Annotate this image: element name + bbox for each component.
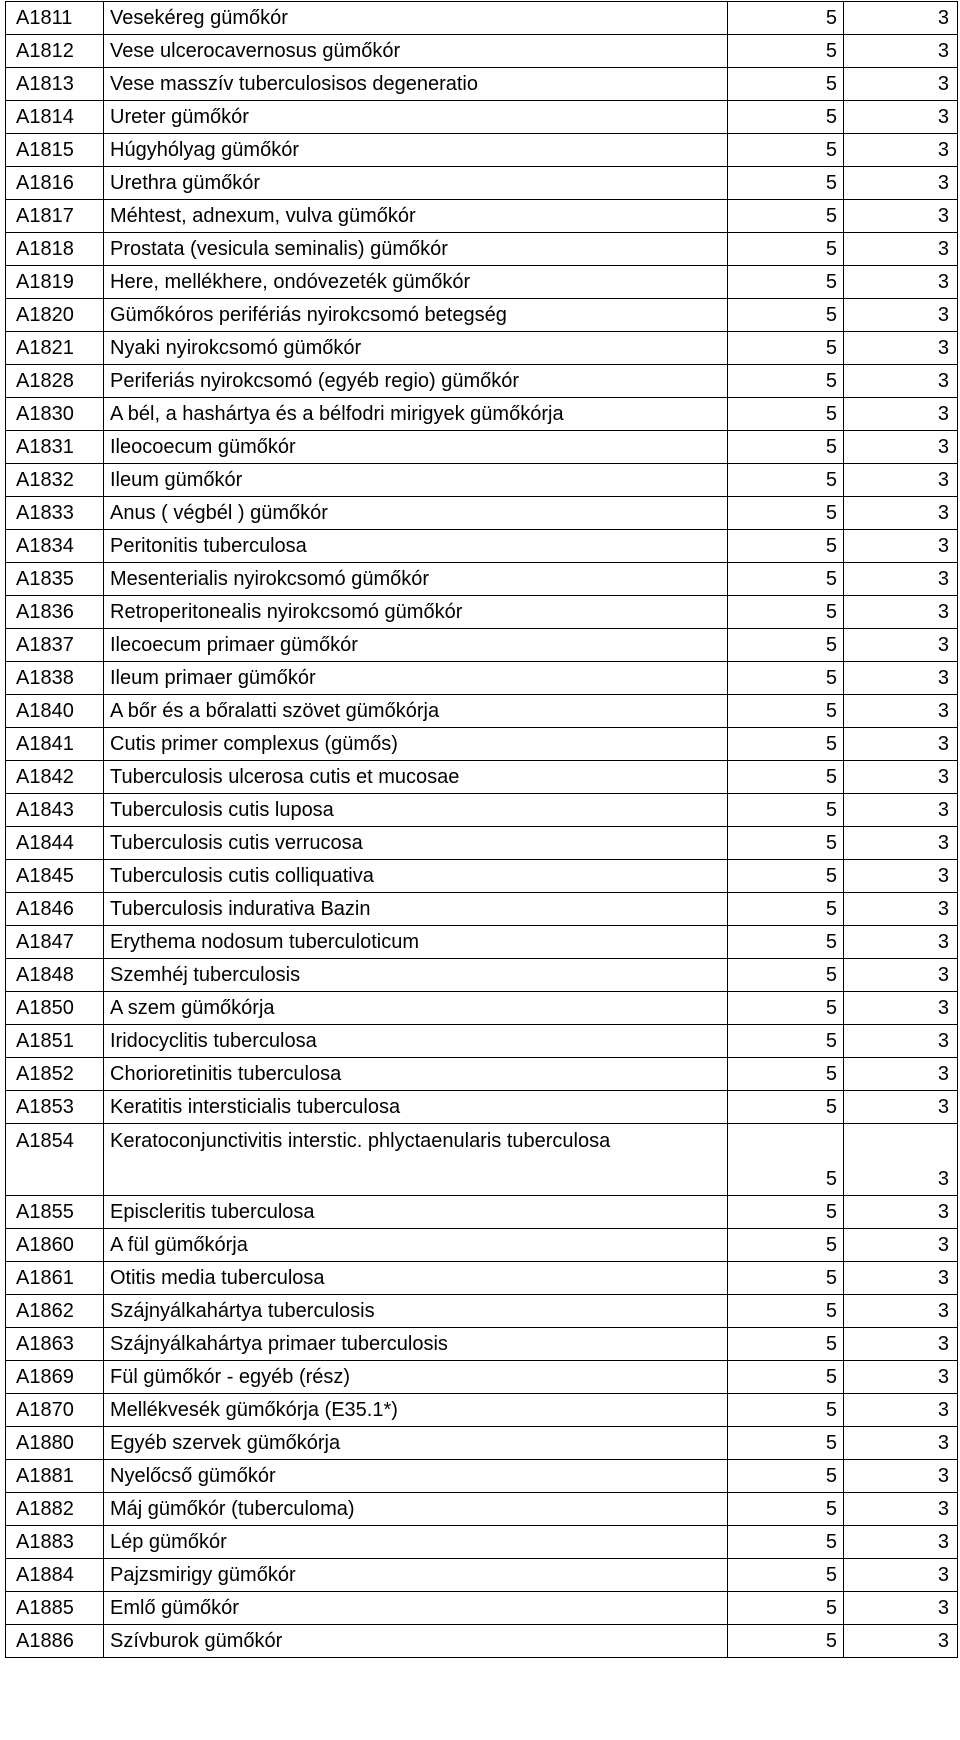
value-2-cell: 3 <box>844 68 958 101</box>
code-cell: A1815 <box>6 134 104 167</box>
code-cell: A1881 <box>6 1460 104 1493</box>
code-cell: A1870 <box>6 1394 104 1427</box>
name-cell: Episcleritis tuberculosa <box>104 1196 728 1229</box>
table-row <box>6 101 958 134</box>
value-2-cell: 3 <box>844 200 958 233</box>
code-cell: A1816 <box>6 167 104 200</box>
table-row <box>6 398 958 431</box>
value-1-cell: 5 <box>728 1427 844 1460</box>
value-1-cell: 5 <box>728 827 844 860</box>
table-row <box>6 596 958 629</box>
value-2-cell: 3 <box>844 860 958 893</box>
name-cell: Peritonitis tuberculosa <box>104 530 728 563</box>
table-row <box>6 1592 958 1625</box>
code-cell: A1840 <box>6 695 104 728</box>
code-cell: A1880 <box>6 1427 104 1460</box>
value-2-cell: 3 <box>844 134 958 167</box>
code-cell: A1885 <box>6 1592 104 1625</box>
value-2-cell: 3 <box>844 332 958 365</box>
value-1-cell: 5 <box>728 992 844 1025</box>
value-1-cell: 5 <box>728 1025 844 1058</box>
name-cell: Pajzsmirigy gümőkór <box>104 1559 728 1592</box>
value-2-cell: 3 <box>844 101 958 134</box>
name-cell: Tuberculosis cutis luposa <box>104 794 728 827</box>
table-row <box>6 860 958 893</box>
value-1-cell: 5 <box>728 1592 844 1625</box>
code-cell: A1813 <box>6 68 104 101</box>
name-cell: Ureter gümőkór <box>104 101 728 134</box>
value-1-cell: 5 <box>728 332 844 365</box>
code-cell: A1835 <box>6 563 104 596</box>
code-cell: A1831 <box>6 431 104 464</box>
name-cell: Mellékvesék gümőkórja (E35.1*) <box>104 1394 728 1427</box>
code-cell: A1832 <box>6 464 104 497</box>
code-cell: A1855 <box>6 1196 104 1229</box>
name-cell: A bél, a hashártya és a bélfodri mirigyek gümőkórja <box>104 398 728 431</box>
value-2-cell: 3 <box>844 1592 958 1625</box>
value-2-cell: 3 <box>844 1091 958 1124</box>
value-2-cell: 3 <box>844 1196 958 1229</box>
code-cell: A1828 <box>6 365 104 398</box>
value-2-cell: 3 <box>844 464 958 497</box>
code-cell: A1817 <box>6 200 104 233</box>
name-cell: Szemhéj tuberculosis <box>104 959 728 992</box>
code-cell: A1852 <box>6 1058 104 1091</box>
value-1-cell: 5 <box>728 893 844 926</box>
code-cell: A1838 <box>6 662 104 695</box>
value-2-cell: 3 <box>844 662 958 695</box>
table-row <box>6 1229 958 1262</box>
table-row <box>6 167 958 200</box>
value-1-cell: 5 <box>728 1091 844 1124</box>
code-cell: A1814 <box>6 101 104 134</box>
value-2-cell: 3 <box>844 992 958 1025</box>
value-2-cell: 3 <box>844 497 958 530</box>
code-cell: A1841 <box>6 728 104 761</box>
name-cell: Tuberculosis ulcerosa cutis et mucosae <box>104 761 728 794</box>
code-cell: A1860 <box>6 1229 104 1262</box>
code-cell: A1862 <box>6 1295 104 1328</box>
code-cell: A1853 <box>6 1091 104 1124</box>
name-cell: Vesekéreg gümőkór <box>104 2 728 35</box>
value-2-cell: 3 <box>844 1361 958 1394</box>
value-1-cell: 5 <box>728 1295 844 1328</box>
value-1-cell: 5 <box>728 728 844 761</box>
table-row <box>6 695 958 728</box>
table-row <box>6 827 958 860</box>
table-row <box>6 1394 958 1427</box>
name-cell: Here, mellékhere, ondóvezeték gümőkór <box>104 266 728 299</box>
name-cell: Ileum primaer gümőkór <box>104 662 728 695</box>
name-cell: Cutis primer complexus (gümős) <box>104 728 728 761</box>
value-1-cell: 5 <box>728 1625 844 1658</box>
value-1-cell: 5 <box>728 563 844 596</box>
value-1-cell: 5 <box>728 464 844 497</box>
code-cell: A1883 <box>6 1526 104 1559</box>
table-row <box>6 563 958 596</box>
value-1-cell: 5 <box>728 1361 844 1394</box>
name-cell: Retroperitonealis nyirokcsomó gümőkór <box>104 596 728 629</box>
value-1-cell: 5 <box>728 101 844 134</box>
value-1-cell: 5 <box>728 662 844 695</box>
value-1-cell: 5 <box>728 1229 844 1262</box>
value-1-cell: 5 <box>728 1394 844 1427</box>
name-cell: Otitis media tuberculosa <box>104 1262 728 1295</box>
value-1-cell: 5 <box>728 134 844 167</box>
table-row <box>6 497 958 530</box>
table-row <box>6 299 958 332</box>
value-1-cell: 5 <box>728 1559 844 1592</box>
value-1-cell: 5 <box>728 35 844 68</box>
code-cell: A1844 <box>6 827 104 860</box>
table-row <box>6 1328 958 1361</box>
value-1-cell: 5 <box>728 1526 844 1559</box>
code-cell: A1820 <box>6 299 104 332</box>
name-cell: Keratoconjunctivitis interstic. phlyctaenularis tuberculosa <box>104 1124 728 1196</box>
code-cell: A1851 <box>6 1025 104 1058</box>
value-1-cell: 5 <box>728 629 844 662</box>
table-row <box>6 1526 958 1559</box>
name-cell: Vese ulcerocavernosus gümőkór <box>104 35 728 68</box>
table-row <box>6 1493 958 1526</box>
value-1-cell: 5 <box>728 959 844 992</box>
value-2-cell: 3 <box>844 1058 958 1091</box>
table-row <box>6 233 958 266</box>
name-cell: Szájnyálkahártya primaer tuberculosis <box>104 1328 728 1361</box>
name-cell: A szem gümőkórja <box>104 992 728 1025</box>
table-row <box>6 629 958 662</box>
value-1-cell: 5 <box>728 167 844 200</box>
value-1-cell: 5 <box>728 68 844 101</box>
table-row <box>6 1124 958 1196</box>
value-2-cell: 3 <box>844 431 958 464</box>
code-cell: A1842 <box>6 761 104 794</box>
value-2-cell: 3 <box>844 1559 958 1592</box>
table-row <box>6 1262 958 1295</box>
value-2-cell: 3 <box>844 1394 958 1427</box>
name-cell: Gümőkóros perifériás nyirokcsomó betegség <box>104 299 728 332</box>
value-2-cell: 3 <box>844 233 958 266</box>
table-body <box>6 2 958 1658</box>
table-row <box>6 332 958 365</box>
value-1-cell: 5 <box>728 530 844 563</box>
name-cell: Urethra gümőkór <box>104 167 728 200</box>
value-1-cell: 5 <box>728 266 844 299</box>
table-row <box>6 200 958 233</box>
code-cell: A1837 <box>6 629 104 662</box>
name-cell: Ileum gümőkór <box>104 464 728 497</box>
value-1-cell: 5 <box>728 1262 844 1295</box>
value-1-cell: 5 <box>728 1328 844 1361</box>
name-cell: Anus ( végbél ) gümőkór <box>104 497 728 530</box>
table-row <box>6 530 958 563</box>
code-cell: A1812 <box>6 35 104 68</box>
value-1-cell: 5 <box>728 431 844 464</box>
value-1-cell: 5 <box>728 299 844 332</box>
value-2-cell: 3 <box>844 1295 958 1328</box>
code-cell: A1847 <box>6 926 104 959</box>
name-cell: Ileocoecum gümőkór <box>104 431 728 464</box>
value-2-cell: 3 <box>844 167 958 200</box>
name-cell: Prostata (vesicula seminalis) gümőkór <box>104 233 728 266</box>
code-cell: A1886 <box>6 1625 104 1658</box>
value-2-cell: 3 <box>844 827 958 860</box>
name-cell: Keratitis intersticialis tuberculosa <box>104 1091 728 1124</box>
value-1-cell: 5 <box>728 200 844 233</box>
table-row <box>6 1460 958 1493</box>
table-row <box>6 1091 958 1124</box>
table-row <box>6 926 958 959</box>
table-row <box>6 1361 958 1394</box>
value-1-cell: 5 <box>728 1460 844 1493</box>
name-cell: Ilecoecum primaer gümőkór <box>104 629 728 662</box>
value-1-cell: 5 <box>728 926 844 959</box>
name-cell: Egyéb szervek gümőkórja <box>104 1427 728 1460</box>
table-row <box>6 893 958 926</box>
value-2-cell: 3 <box>844 1229 958 1262</box>
value-2-cell: 3 <box>844 629 958 662</box>
value-2-cell: 3 <box>844 1262 958 1295</box>
name-cell: Tuberculosis cutis verrucosa <box>104 827 728 860</box>
name-cell: Tuberculosis cutis colliquativa <box>104 860 728 893</box>
value-1-cell: 5 <box>728 860 844 893</box>
table-row <box>6 431 958 464</box>
code-cell: A1863 <box>6 1328 104 1361</box>
value-2-cell: 3 <box>844 365 958 398</box>
value-2-cell: 3 <box>844 695 958 728</box>
name-cell: Tuberculosis indurativa Bazin <box>104 893 728 926</box>
value-2-cell: 3 <box>844 563 958 596</box>
code-cell: A1811 <box>6 2 104 35</box>
value-1-cell: 5 <box>728 695 844 728</box>
table-row <box>6 365 958 398</box>
value-2-cell: 3 <box>844 2 958 35</box>
name-cell: Méhtest, adnexum, vulva gümőkór <box>104 200 728 233</box>
name-cell: Nyaki nyirokcsomó gümőkór <box>104 332 728 365</box>
code-cell: A1848 <box>6 959 104 992</box>
value-2-cell: 3 <box>844 266 958 299</box>
diagnosis-code-table <box>5 1 958 1658</box>
name-cell: A bőr és a bőralatti szövet gümőkórja <box>104 695 728 728</box>
value-2-cell: 3 <box>844 1328 958 1361</box>
name-cell: Emlő gümőkór <box>104 1592 728 1625</box>
value-2-cell: 3 <box>844 893 958 926</box>
code-cell: A1843 <box>6 794 104 827</box>
value-2-cell: 3 <box>844 1124 958 1196</box>
table-row <box>6 1427 958 1460</box>
name-cell: Szájnyálkahártya tuberculosis <box>104 1295 728 1328</box>
code-cell: A1833 <box>6 497 104 530</box>
table-row <box>6 761 958 794</box>
table-row <box>6 68 958 101</box>
table-row <box>6 1625 958 1658</box>
value-1-cell: 5 <box>728 1493 844 1526</box>
value-1-cell: 5 <box>728 761 844 794</box>
name-cell: Vese masszív tuberculosisos degeneratio <box>104 68 728 101</box>
table-row <box>6 794 958 827</box>
table-row <box>6 1058 958 1091</box>
value-1-cell: 5 <box>728 365 844 398</box>
name-cell: Szívburok gümőkór <box>104 1625 728 1658</box>
name-cell: Erythema nodosum tuberculoticum <box>104 926 728 959</box>
value-2-cell: 3 <box>844 1427 958 1460</box>
value-1-cell: 5 <box>728 596 844 629</box>
code-cell: A1819 <box>6 266 104 299</box>
code-cell: A1869 <box>6 1361 104 1394</box>
value-1-cell: 5 <box>728 1058 844 1091</box>
code-cell: A1861 <box>6 1262 104 1295</box>
value-2-cell: 3 <box>844 1460 958 1493</box>
table-row <box>6 1559 958 1592</box>
table-row <box>6 662 958 695</box>
table-row <box>6 1196 958 1229</box>
code-cell: A1846 <box>6 893 104 926</box>
value-2-cell: 3 <box>844 1625 958 1658</box>
value-1-cell: 5 <box>728 794 844 827</box>
value-2-cell: 3 <box>844 1493 958 1526</box>
name-cell: Lép gümőkór <box>104 1526 728 1559</box>
name-cell: Periferiás nyirokcsomó (egyéb regio) gümőkór <box>104 365 728 398</box>
name-cell: Mesenterialis nyirokcsomó gümőkór <box>104 563 728 596</box>
table-row <box>6 959 958 992</box>
table-row <box>6 1025 958 1058</box>
value-1-cell: 5 <box>728 497 844 530</box>
code-cell: A1818 <box>6 233 104 266</box>
value-1-cell: 5 <box>728 233 844 266</box>
value-2-cell: 3 <box>844 1526 958 1559</box>
code-cell: A1882 <box>6 1493 104 1526</box>
value-1-cell: 5 <box>728 1196 844 1229</box>
code-cell: A1821 <box>6 332 104 365</box>
code-cell: A1854 <box>6 1124 104 1196</box>
value-1-cell: 5 <box>728 1124 844 1196</box>
code-cell: A1884 <box>6 1559 104 1592</box>
name-cell: Nyelőcső gümőkór <box>104 1460 728 1493</box>
value-2-cell: 3 <box>844 299 958 332</box>
code-cell: A1836 <box>6 596 104 629</box>
name-cell: Húgyhólyag gümőkór <box>104 134 728 167</box>
code-cell: A1850 <box>6 992 104 1025</box>
value-2-cell: 3 <box>844 959 958 992</box>
value-2-cell: 3 <box>844 761 958 794</box>
value-1-cell: 5 <box>728 398 844 431</box>
value-2-cell: 3 <box>844 794 958 827</box>
table-row <box>6 464 958 497</box>
value-1-cell: 5 <box>728 2 844 35</box>
name-cell: Máj gümőkór (tuberculoma) <box>104 1493 728 1526</box>
value-2-cell: 3 <box>844 596 958 629</box>
code-cell: A1845 <box>6 860 104 893</box>
code-cell: A1834 <box>6 530 104 563</box>
table-row <box>6 35 958 68</box>
value-2-cell: 3 <box>844 35 958 68</box>
value-2-cell: 3 <box>844 1025 958 1058</box>
table-row <box>6 266 958 299</box>
value-2-cell: 3 <box>844 398 958 431</box>
name-cell: Chorioretinitis tuberculosa <box>104 1058 728 1091</box>
name-cell: Fül gümőkór - egyéb (rész) <box>104 1361 728 1394</box>
code-cell: A1830 <box>6 398 104 431</box>
table-row <box>6 1295 958 1328</box>
table-row <box>6 2 958 35</box>
table-row <box>6 728 958 761</box>
name-cell: A fül gümőkórja <box>104 1229 728 1262</box>
table-row <box>6 992 958 1025</box>
value-2-cell: 3 <box>844 728 958 761</box>
name-cell: Iridocyclitis tuberculosa <box>104 1025 728 1058</box>
value-2-cell: 3 <box>844 926 958 959</box>
value-2-cell: 3 <box>844 530 958 563</box>
table-row <box>6 134 958 167</box>
